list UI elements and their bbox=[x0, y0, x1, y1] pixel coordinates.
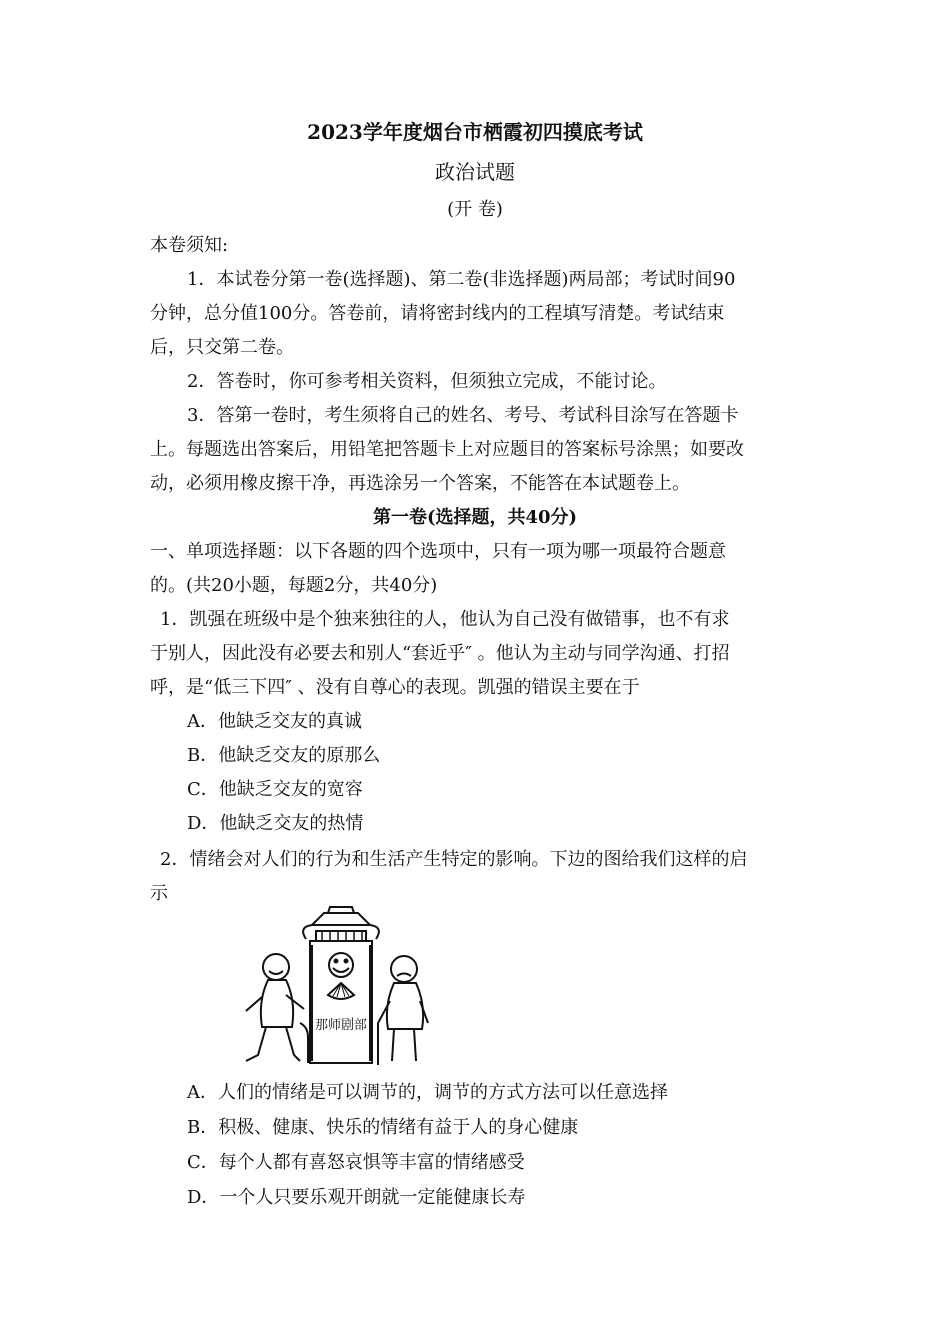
instruction-line: 后，只交第二卷。 bbox=[150, 337, 294, 358]
cartoon-sign-text: 那师剧部 bbox=[314, 1018, 368, 1033]
question-1-option-d: D．他缺乏交友的热情 bbox=[187, 813, 364, 834]
question-1-line: 于别人，因此没有必要去和别人“套近乎″ 。他认为主动与同学沟通、打招 bbox=[150, 643, 730, 664]
question-2-line: 2．情绪会对人们的行为和生活产生特定的影响。下边的图给我们这样的启 bbox=[160, 849, 748, 870]
instruction-line: 1．本试卷分第一卷(选择题)、第二卷(非选择题)两局部；考试时间90 bbox=[187, 269, 736, 290]
question-1-option-b: B．他缺乏交友的原那么 bbox=[187, 745, 381, 766]
section-line: 一、单项选择题：以下各题的四个选项中，只有一项为哪一项最符合题意 bbox=[150, 541, 726, 562]
exam-title: 2023学年度烟台市栖霞初四摸底考试 bbox=[307, 120, 643, 144]
question-2-option-a: A．人们的情绪是可以调节的，调节的方式方法可以任意选择 bbox=[187, 1082, 668, 1103]
instruction-line: 2．答卷时，你可参考相关资料，但须独立完成，不能讨论。 bbox=[187, 371, 667, 392]
instruction-line: 3．答第一卷时，考生须将自己的姓名、考号、考试科目涂写在答题卡 bbox=[187, 405, 739, 426]
instructions-heading: 本卷须知: bbox=[150, 235, 229, 256]
question-2-option-d: D．一个人只要乐观开朗就一定能健康长寿 bbox=[187, 1187, 526, 1208]
section-line: 的。(共20小题，每题2分，共40分) bbox=[150, 575, 438, 596]
question-2-option-c: C．每个人都有喜怒哀惧等丰富的情绪感受 bbox=[187, 1152, 525, 1173]
cartoon-illustration bbox=[238, 905, 448, 1073]
instruction-line: 分钟，总分值100分。答卷前，请将密封线内的工程填写清楚。考试结束 bbox=[150, 303, 725, 324]
exam-subject: 政治试题 bbox=[435, 160, 515, 184]
instruction-line: 上。每题选出答案后，用铅笔把答题卡上对应题目的答案标号涂黑；如要改 bbox=[150, 439, 744, 460]
question-1-line: 呼，是“低三下四″ 、没有自尊心的表现。凯强的错误主要在于 bbox=[150, 677, 640, 698]
exam-note: (开 卷) bbox=[447, 199, 503, 220]
question-2-option-b: B．积极、健康、快乐的情绪有益于人的身心健康 bbox=[187, 1117, 579, 1138]
question-2-line: 示 bbox=[150, 883, 168, 904]
part1-heading: 第一卷(选择题，共40分) bbox=[372, 507, 578, 528]
question-1-option-a: A．他缺乏交友的真诚 bbox=[187, 711, 362, 732]
question-1-option-c: C．他缺乏交友的宽容 bbox=[187, 779, 363, 800]
instruction-line: 动，必须用橡皮擦干净，再选涂另一个答案，不能答在本试题卷上。 bbox=[150, 473, 690, 494]
question-1-line: 1．凯强在班级中是个独来独往的人，他认为自己没有做错事，也不有求 bbox=[160, 609, 730, 630]
